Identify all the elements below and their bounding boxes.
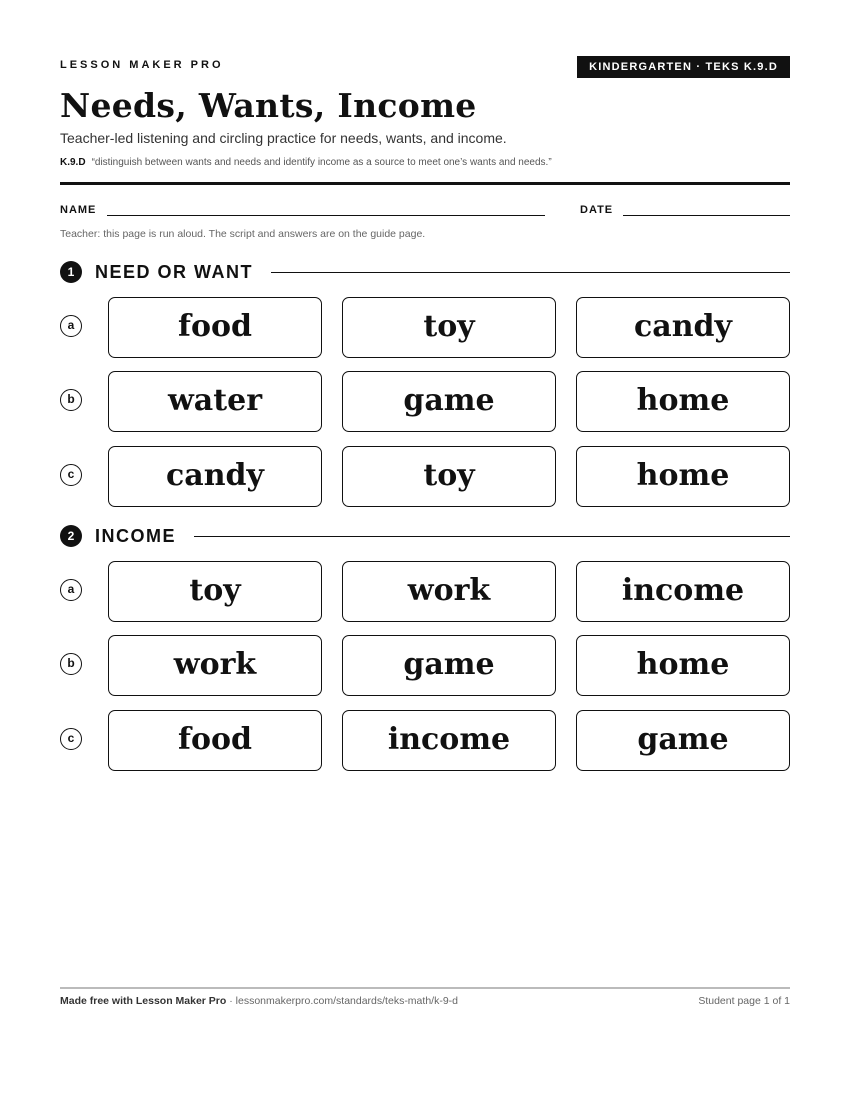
answer-card[interactable]: toy [342,297,556,358]
page-title: Needs, Wants, Income [60,86,477,125]
section-need-or-want-header [60,260,790,284]
answer-card[interactable]: work [108,635,322,696]
name-label: NAME [60,204,97,216]
brand-name: LESSON MAKER PRO [60,59,224,71]
teacher-note: Teacher: this page is run aloud. The script and answers are on the guide page. [60,228,426,240]
answer-card[interactable]: candy [108,446,322,507]
row-letter: a [60,579,82,601]
row-letter: b [60,389,82,411]
standard-line [60,157,552,168]
name-field[interactable] [107,215,545,216]
top-bar [60,56,790,80]
answer-card[interactable]: food [108,710,322,771]
question-row [60,710,790,772]
answer-card[interactable]: home [576,371,790,432]
answer-card[interactable]: toy [342,446,556,507]
answer-card[interactable]: candy [576,297,790,358]
date-label: DATE [580,204,614,216]
section-number: 1 [60,261,82,283]
footer-divider [60,987,790,989]
grade-standard-badge: KINDERGARTEN · TEKS K.9.D [577,56,790,78]
footer [60,995,790,1007]
date-field[interactable] [623,215,790,216]
answer-card[interactable]: food [108,297,322,358]
answer-card[interactable]: home [576,635,790,696]
footer-made-with: Made free with Lesson Maker Pro [60,995,227,1007]
question-row [60,297,790,359]
section-income-header [60,524,790,548]
section-rule [271,272,790,273]
row-letter: b [60,653,82,675]
answer-card[interactable]: income [342,710,556,771]
footer-page-info: Student page 1 of 1 [698,995,790,1007]
answer-card[interactable]: game [342,371,556,432]
row-letter: c [60,464,82,486]
worksheet-page [60,0,790,1100]
section-rule [194,536,790,537]
student-fields [60,204,790,220]
answer-card[interactable]: game [342,635,556,696]
row-letter: c [60,728,82,750]
question-row [60,371,790,433]
section-title: INCOME [95,526,176,546]
answer-card[interactable]: work [342,561,556,622]
section-number: 2 [60,525,82,547]
section-title: NEED OR WANT [95,262,254,282]
answer-card[interactable]: game [576,710,790,771]
header-divider [60,182,790,185]
answer-card[interactable]: water [108,371,322,432]
answer-card[interactable]: income [576,561,790,622]
standard-text: “distinguish between wants and needs and identify income as a source to meet one’s wants and needs.” [91,157,552,168]
row-letter: a [60,315,82,337]
footer-separator: · [226,995,236,1007]
page-subtitle: Teacher-led listening and circling practice for needs, wants, and income. [60,130,507,146]
footer-url[interactable]: lessonmakerpro.com/standards/teks-math/k-9-d [235,995,458,1007]
question-row [60,446,790,508]
answer-card[interactable]: home [576,446,790,507]
standard-code: K.9.D [60,157,86,168]
question-row [60,561,790,623]
question-row [60,635,790,697]
answer-card[interactable]: toy [108,561,322,622]
